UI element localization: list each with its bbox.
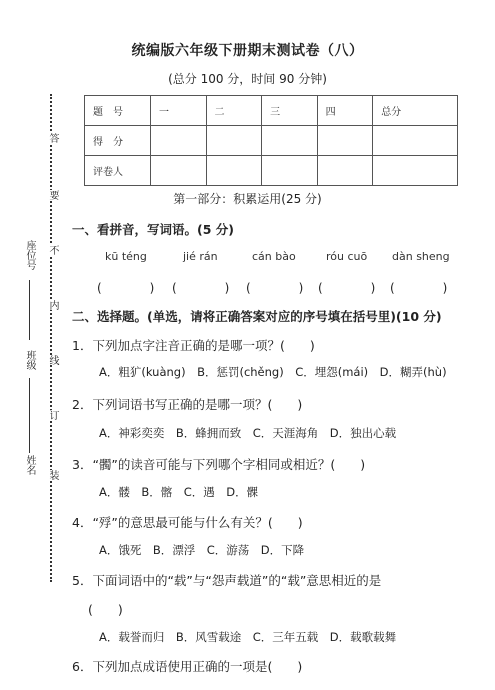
question-stem: 4．“殍”的意思最可能与什么有关？( ) [72, 515, 303, 530]
table-cell: 二 [206, 96, 262, 126]
table-row [85, 96, 458, 126]
class-label: 班级 [24, 350, 35, 370]
table-cell[interactable] [206, 126, 262, 156]
binding-char: 答 [47, 133, 58, 143]
table-cell[interactable] [373, 156, 458, 186]
pinyin: jié rán [183, 250, 218, 263]
table-cell: 四 [317, 96, 373, 126]
question-options: A．载誉而归 B．风雪载途 C．三年五载 D．载歌载舞 [99, 630, 397, 644]
table-cell: 一 [151, 96, 207, 126]
question-options: A．髅 B．髂 C．遇 D．髁 [99, 485, 259, 499]
table-cell: 三 [262, 96, 318, 126]
table-cell[interactable] [151, 156, 207, 186]
section-title: 第一部分：积累运用(25 分) [173, 192, 322, 206]
answer-blank[interactable]: ( ) [172, 281, 230, 295]
table-cell[interactable] [262, 156, 318, 186]
binding-char: 装 [47, 470, 58, 480]
table-cell: 总分 [373, 96, 458, 126]
answer-blank[interactable]: ( ) [318, 281, 376, 295]
binding-char: 要 [47, 190, 58, 200]
pinyin: róu cuō [326, 250, 368, 263]
table-cell[interactable] [151, 126, 207, 156]
question-stem: 6．下列加点成语使用正确的一项是( ) [72, 659, 303, 674]
seat-number-field[interactable] [29, 280, 30, 340]
table-cell: 评卷人 [85, 156, 151, 186]
question-options: A．神彩奕奕 B．蜂拥而致 C．天涯海角 D．独出心载 [99, 426, 397, 440]
exam-title: 统编版六年级下册期末测试卷（八） [131, 43, 364, 59]
question-heading: 二、选择题。(单选，请将正确答案对应的序号填在括号里)(10 分) [72, 309, 442, 324]
binding-char: 订 [47, 410, 58, 420]
answer-blank[interactable]: ( ) [88, 602, 123, 617]
name-label: 姓名 [24, 455, 35, 475]
binding-char: 不 [47, 245, 58, 255]
table-cell[interactable] [373, 126, 458, 156]
question-stem: 3．“髑”的读音可能与下列哪个字相同或相近？( ) [72, 457, 366, 472]
table-cell: 得 分 [85, 126, 151, 156]
table-cell[interactable] [317, 126, 373, 156]
seat-number-label: 座位号 [24, 240, 35, 270]
binding-char: 内 [47, 300, 58, 310]
binding-char: 线 [47, 355, 58, 365]
binding-dotted-line [50, 94, 52, 582]
score-table [84, 95, 458, 186]
question-stem: 2．下列词语书写正确的是哪一项？( ) [72, 397, 303, 412]
table-cell[interactable] [262, 126, 318, 156]
class-field[interactable] [29, 378, 30, 453]
question-options: A．粗犷(kuàng) B．惩罚(chěng) C．埋怨(mái) D．糊弄(hù) [99, 365, 447, 379]
pinyin: kū téng [105, 250, 147, 263]
answer-blank[interactable]: ( ) [390, 281, 448, 295]
exam-subtitle: (总分 100 分，时间 90 分钟) [168, 72, 327, 86]
table-row [85, 156, 458, 186]
table-cell[interactable] [317, 156, 373, 186]
question-options: A．饿死 B．漂浮 C．游荡 D．下降 [99, 543, 305, 557]
pinyin: cán bào [252, 250, 296, 263]
table-cell[interactable] [206, 156, 262, 186]
question-stem: 1．下列加点字注音正确的是哪一项？( ) [72, 338, 315, 353]
question-heading: 一、看拼音，写词语。(5 分) [72, 222, 234, 237]
question-stem: 5．下面词语中的“载”与“怨声载道”的“载”意思相近的是 [72, 573, 382, 588]
table-cell: 题 号 [85, 96, 151, 126]
answer-blank[interactable]: ( ) [97, 281, 155, 295]
pinyin: dàn sheng [392, 250, 450, 263]
answer-blank[interactable]: ( ) [246, 281, 304, 295]
table-row [85, 126, 458, 156]
